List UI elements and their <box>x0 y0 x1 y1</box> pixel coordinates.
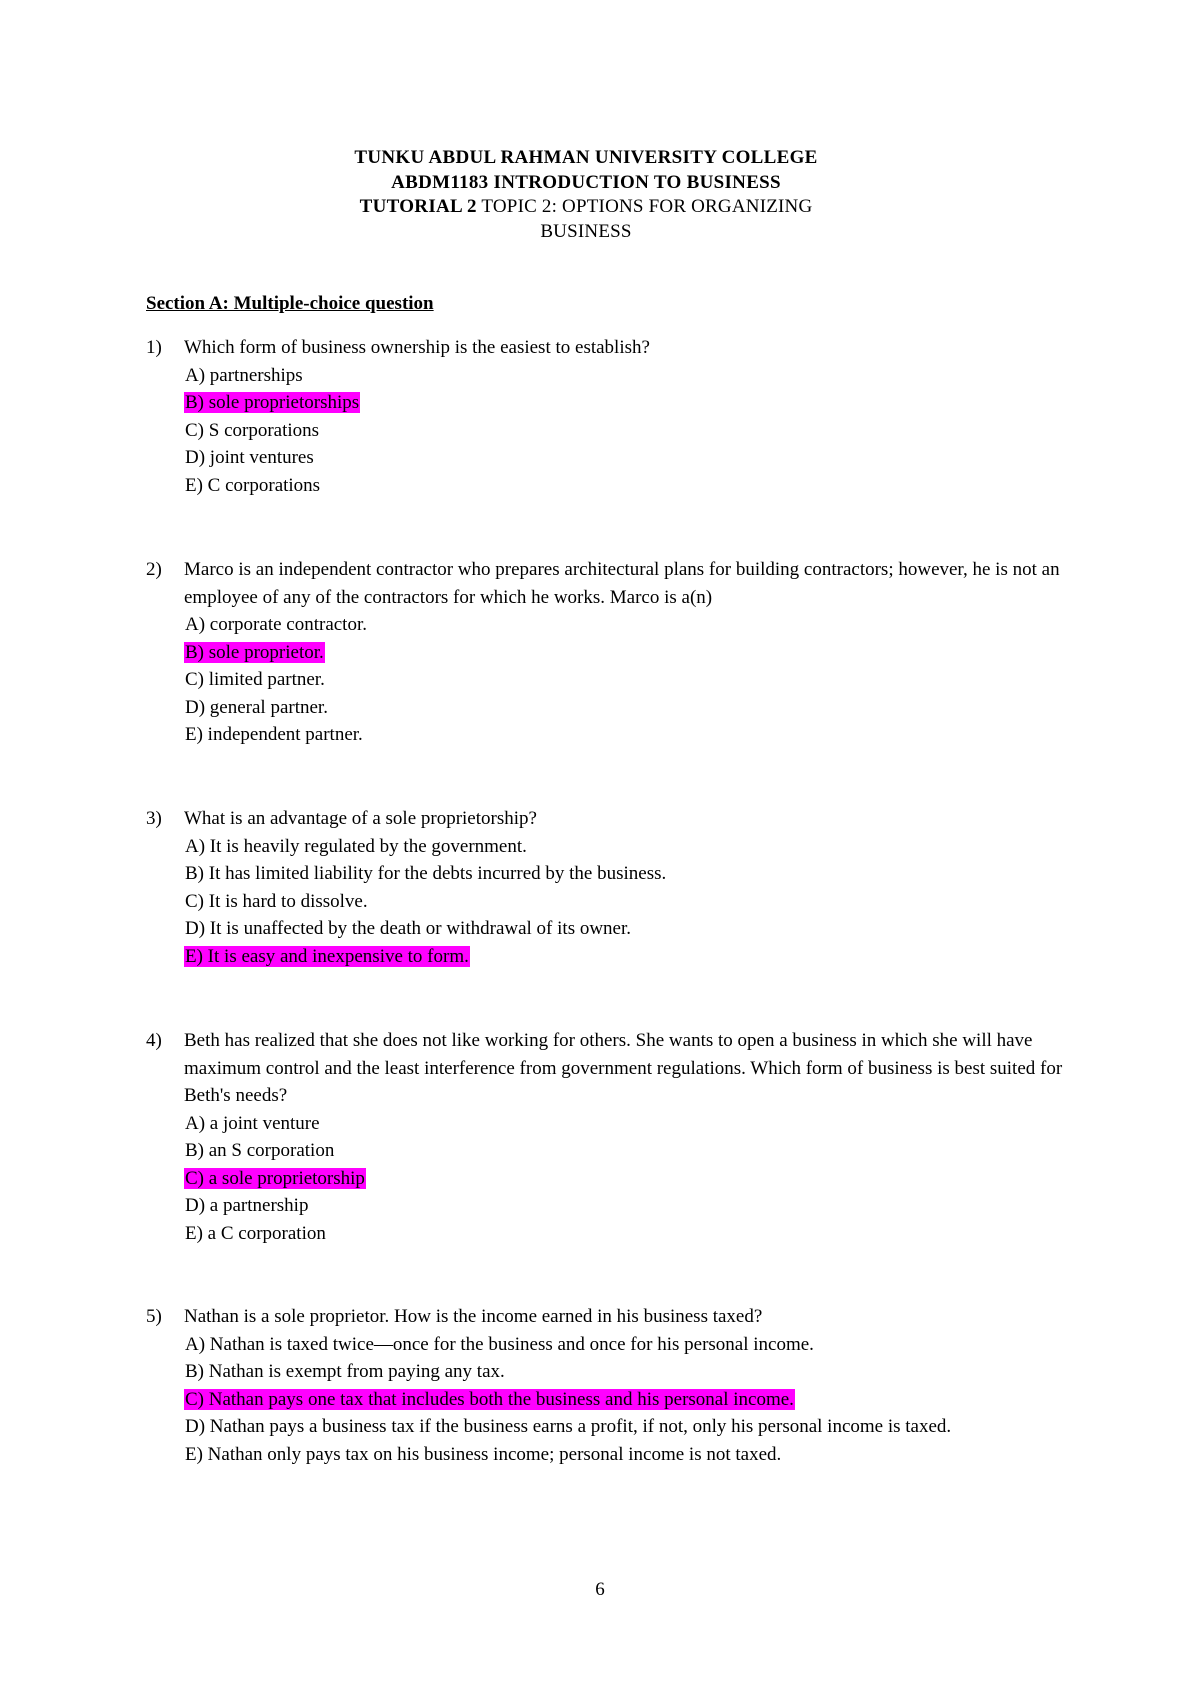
option-text: C) limited partner. <box>185 669 325 690</box>
question-1 <box>146 334 1066 499</box>
option-e <box>184 1441 1066 1469</box>
option-c <box>184 666 1066 694</box>
option-c <box>184 417 1066 445</box>
option-text: C) S corporations <box>185 419 320 441</box>
option-text: E) a C corporation <box>185 1222 326 1244</box>
question-5 <box>146 1303 1066 1468</box>
question-number: 1) <box>146 337 162 358</box>
option-d <box>184 1413 1066 1441</box>
question-text: What is an advantage of a sole proprietorship? <box>184 808 537 829</box>
option-text: D) Nathan pays a business tax if the business earns a profit, if not, only his personal income is taxed. <box>185 1416 952 1437</box>
option-b <box>184 1358 1066 1386</box>
option-text: B) It has limited liability for the debts incurred by the business. <box>185 863 667 884</box>
option-text: D) a partnership <box>185 1195 309 1216</box>
option-c-highlighted <box>184 1165 1066 1193</box>
question-number: 5) <box>146 1306 162 1327</box>
option-e-highlighted <box>184 943 1066 971</box>
option-text: C) a sole proprietorship <box>185 1167 365 1189</box>
option-b-highlighted <box>184 389 1066 417</box>
option-c <box>184 888 1066 916</box>
option-e <box>184 472 1066 500</box>
option-d <box>184 915 1066 943</box>
option-a <box>184 1331 1066 1359</box>
header-topic-label: TOPIC 2: OPTIONS FOR ORGANIZING <box>476 196 813 217</box>
header-institution: TUNKU ABDUL RAHMAN UNIVERSITY COLLEGE <box>354 147 818 168</box>
option-b-highlighted <box>184 639 1066 667</box>
option-text: E) Nathan only pays tax on his business income; personal income is not taxed. <box>185 1443 782 1465</box>
option-d <box>184 1192 1066 1220</box>
option-text: A) Nathan is taxed twice—once for the business and once for his personal income. <box>185 1333 814 1355</box>
option-e <box>184 721 1066 749</box>
option-text: B) an S corporation <box>185 1140 335 1161</box>
option-text: E) independent partner. <box>185 724 363 745</box>
option-text: D) joint ventures <box>185 447 314 468</box>
question-text: Beth has realized that she does not like working for others. She wants to open a business in which she will have maximum control and the least interference from government regulations. Which form of business is best suited for Beth's needs? <box>184 1030 1063 1106</box>
option-d <box>184 694 1066 722</box>
question-2 <box>146 556 1066 749</box>
option-b <box>184 860 1066 888</box>
option-text: D) general partner. <box>185 696 328 718</box>
option-a <box>184 833 1066 861</box>
option-text: E) C corporations <box>185 474 321 496</box>
option-text: A) a joint venture <box>185 1112 320 1134</box>
option-a <box>184 611 1066 639</box>
option-text: C) Nathan pays one tax that includes both the business and his personal income. <box>185 1388 794 1410</box>
question-number: 4) <box>146 1030 162 1051</box>
question-text: Nathan is a sole proprietor. How is the income earned in his business taxed? <box>184 1306 763 1327</box>
document-header <box>0 146 1172 244</box>
option-text: A) It is heavily regulated by the government. <box>185 835 527 857</box>
option-text: B) Nathan is exempt from paying any tax. <box>185 1361 505 1382</box>
question-3 <box>146 805 1066 970</box>
option-text: C) It is hard to dissolve. <box>185 890 368 912</box>
option-text: A) partnerships <box>185 364 303 386</box>
option-a <box>184 1110 1066 1138</box>
section-title: Section A: Multiple-choice question <box>146 293 434 314</box>
option-c-highlighted <box>184 1386 1066 1414</box>
option-e <box>184 1220 1066 1248</box>
question-number: 2) <box>146 559 162 580</box>
question-text: Which form of business ownership is the easiest to establish? <box>184 337 650 358</box>
question-4 <box>146 1027 1066 1247</box>
option-text: A) corporate contractor. <box>185 614 367 635</box>
option-text: B) sole proprietor. <box>185 641 324 663</box>
question-number: 3) <box>146 808 162 829</box>
page-number: 6 <box>595 1579 605 1600</box>
question-text: Marco is an independent contractor who prepares architectural plans for building contractors; however, he is not an employee of any of the contractors for which he works. Marco is a(n) <box>184 559 1060 608</box>
header-course: ABDM1183 INTRODUCTION TO BUSINESS <box>391 171 781 193</box>
option-a <box>184 362 1066 390</box>
option-text: B) sole proprietorships <box>185 392 360 413</box>
option-text: D) It is unaffected by the death or withdrawal of its owner. <box>185 918 632 939</box>
header-topic-continuation: BUSINESS <box>540 220 632 242</box>
option-b <box>184 1137 1066 1165</box>
option-d <box>184 444 1066 472</box>
header-tutorial-label: TUTORIAL 2 <box>359 196 477 217</box>
header-tutorial-line <box>0 195 1172 220</box>
option-text: E) It is easy and inexpensive to form. <box>185 945 469 967</box>
